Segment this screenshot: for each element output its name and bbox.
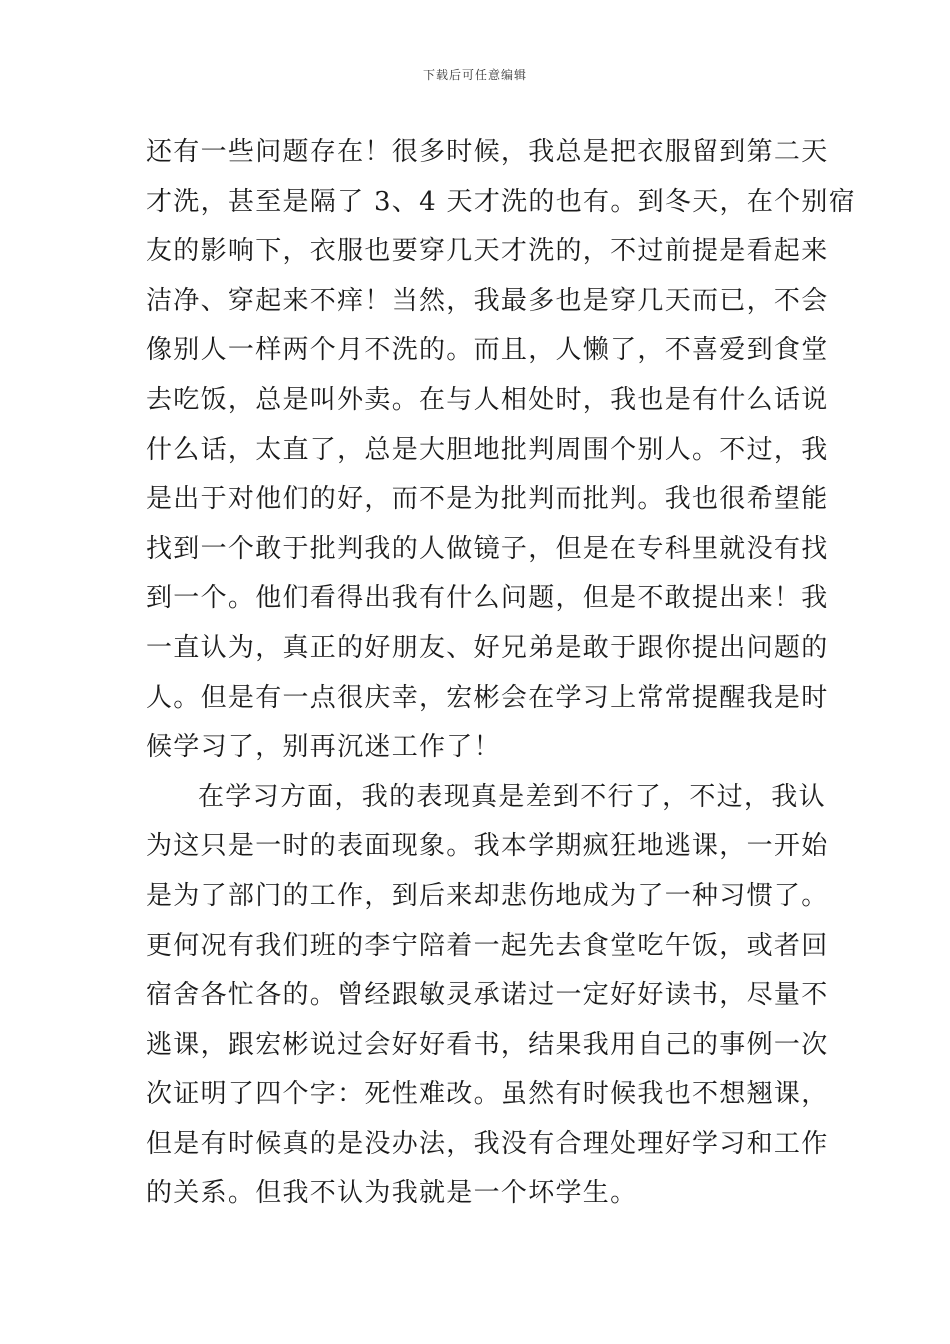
- text-line: 一直认为，真正的好朋友、好兄弟是敢于跟你提出问题的: [146, 632, 829, 663]
- text-line: 逃课，跟宏彬说过会好好看书，结果我用自己的事例一次: [146, 1029, 829, 1060]
- text-line: 是为了部门的工作，到后来却悲伤地成为了一种习惯了。: [146, 880, 829, 911]
- text-line: 洁净、穿起来不痒！当然，我最多也是穿几天而已，不会: [146, 285, 829, 316]
- text-line: 在学习方面，我的表现真是差到不行了，不过，我认: [198, 781, 826, 812]
- text-line: 是出于对他们的好，而不是为批判而批判。我也很希望能: [146, 484, 829, 515]
- text-line: 更何况有我们班的李宁陪着一起先去食堂吃午饭，或者回: [146, 930, 829, 961]
- text-line: 去吃饭，总是叫外卖。在与人相处时，我也是有什么话说: [146, 384, 829, 415]
- text-line: 人。但是有一点很庆幸，宏彬会在学习上常常提醒我是时: [146, 682, 829, 713]
- text-line: 什么话，太直了，总是大胆地批判周围个别人。不过，我: [146, 434, 829, 465]
- text-line: 为这只是一时的表面现象。我本学期疯狂地逃课，一开始: [146, 831, 829, 862]
- text-line: 才洗，甚至是隔了 3、4 天才洗的也有。到冬天，在个别宿: [146, 186, 857, 217]
- page-header: 下载后可任意编辑: [422, 68, 527, 82]
- text-line: 次证明了四个字：死性难改。虽然有时候我也不想翘课，: [146, 1079, 829, 1110]
- text-line: 还有一些问题存在！很多时候，我总是把衣服留到第二天: [146, 137, 829, 167]
- text-line: 候学习了，别再沉迷工作了！: [146, 732, 501, 763]
- text-line: 像别人一样两个月不洗的。而且，人懒了，不喜爱到食堂: [146, 335, 829, 366]
- text-line: 到一个。他们看得出我有什么问题，但是不敢提出来！我: [146, 583, 829, 614]
- text-line: 的关系。但我不认为我就是一个坏学生。: [146, 1178, 638, 1209]
- text-line: 但是有时候真的是没办法，我没有合理处理好学习和工作: [146, 1128, 829, 1159]
- text-line: 找到一个敢于批判我的人做镜子，但是在专科里就没有找: [146, 533, 829, 564]
- text-line: 友的影响下，衣服也要穿几天才洗的，不过前提是看起来: [146, 236, 829, 267]
- text-line: 宿舍各忙各的。曾经跟敏灵承诺过一定好好读书，尽量不: [146, 980, 829, 1011]
- document-body: [146, 128, 857, 1219]
